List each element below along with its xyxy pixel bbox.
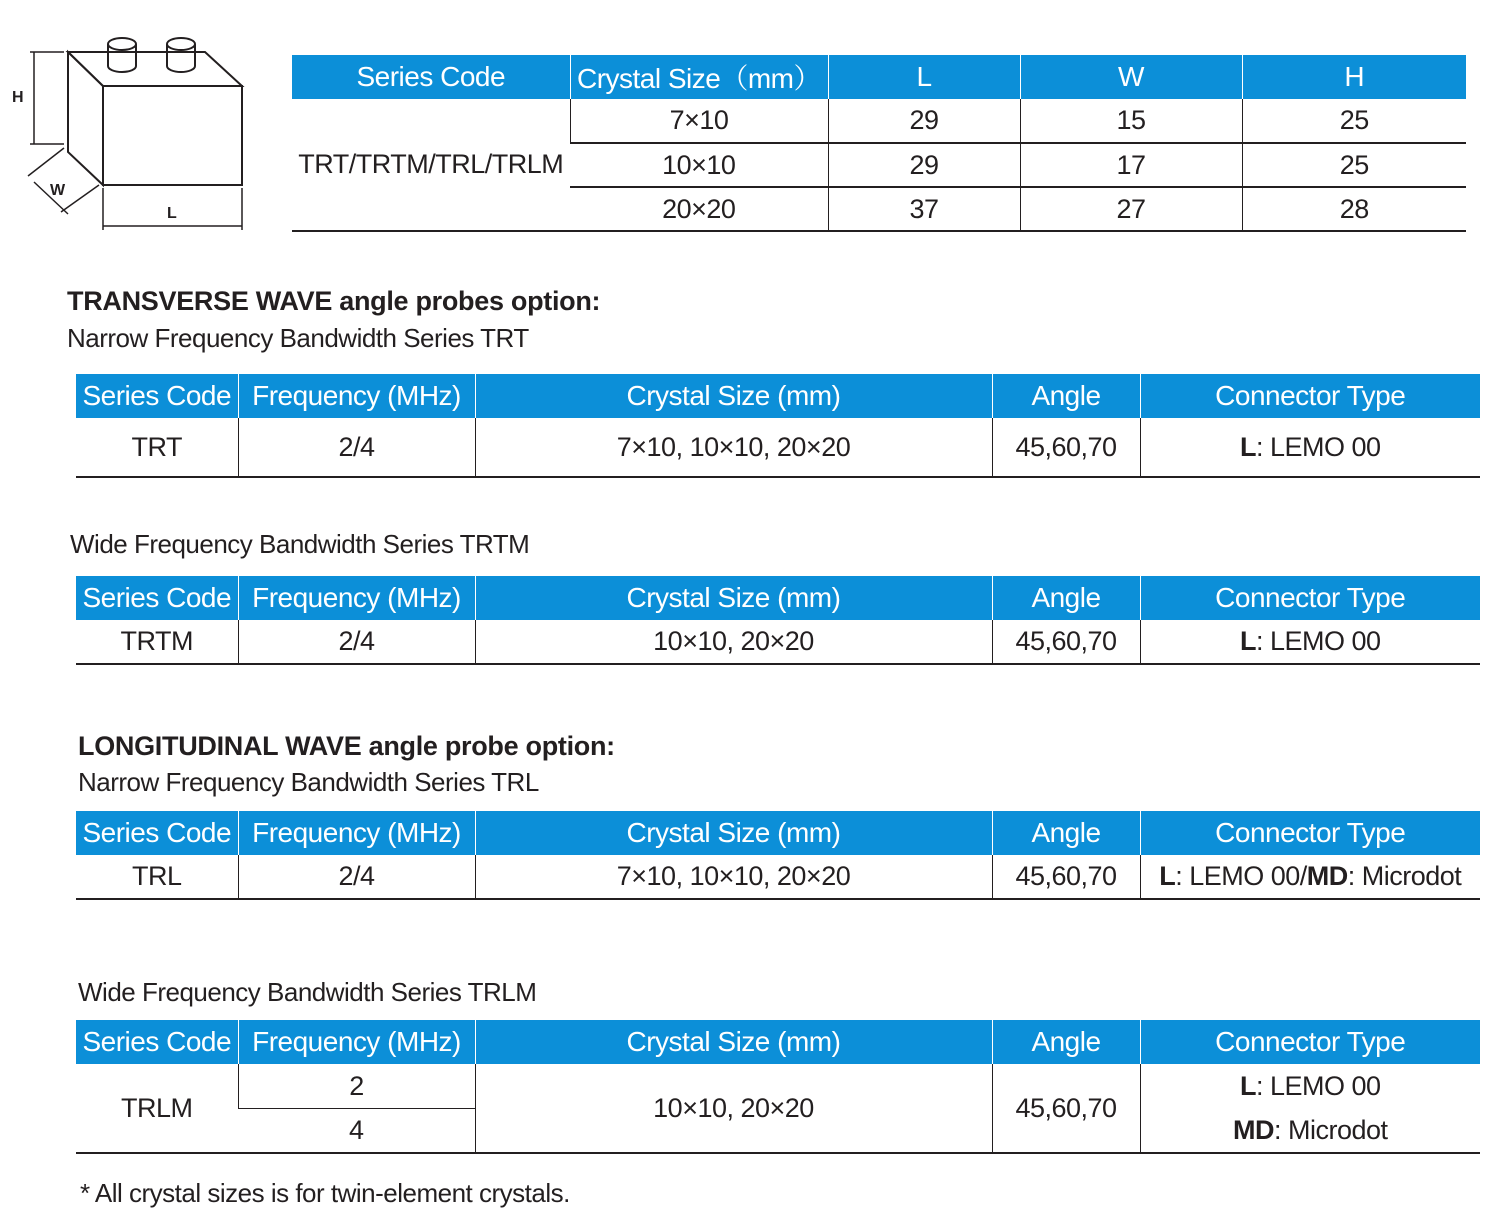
height-label: H	[12, 89, 24, 106]
table-row	[76, 1064, 1480, 1109]
series-code-cell: TRT	[76, 418, 238, 477]
series-code-cell: TRL	[76, 855, 238, 899]
table-row	[76, 418, 1480, 477]
table-header-row	[76, 1020, 1480, 1064]
table-header-row	[292, 55, 1466, 99]
w-cell: 17	[1020, 143, 1242, 187]
frequency-cell: 2	[238, 1064, 475, 1109]
header-angle: Angle	[992, 576, 1140, 620]
trtm-table	[76, 576, 1480, 665]
footnote: * All crystal sizes is for twin-element crystals.	[80, 1178, 570, 1208]
l-cell: 29	[828, 143, 1020, 187]
l-cell: 37	[828, 187, 1020, 231]
angle-cell: 45,60,70	[992, 620, 1140, 664]
header-connector-type: Connector Type	[1140, 374, 1480, 418]
angle-cell: 45,60,70	[992, 418, 1140, 477]
w-cell: 15	[1020, 99, 1242, 143]
table-row	[76, 855, 1480, 899]
crystal-size-cell: 10×10, 20×20	[475, 1064, 992, 1153]
connector-md-code: MD	[1306, 861, 1348, 891]
connector-cell	[1140, 1064, 1480, 1153]
header-crystal-size: Crystal Size (mm)	[475, 374, 992, 418]
probe-dimension-diagram	[0, 30, 260, 235]
header-crystal-size: Crystal Size (mm)	[475, 576, 992, 620]
crystal-size-table	[292, 55, 1466, 232]
table-header-row	[76, 576, 1480, 620]
header-series-code: Series Code	[76, 1020, 238, 1064]
header-connector-type: Connector Type	[1140, 811, 1480, 855]
trtm-subtitle: Wide Frequency Bandwidth Series TRTM	[70, 529, 530, 559]
crystal-size-cell: 7×10, 10×10, 20×20	[475, 418, 992, 477]
header-crystal-size: Crystal Size (mm)	[475, 811, 992, 855]
width-label: W	[50, 182, 66, 199]
connector-md-line	[1141, 1108, 1481, 1152]
w-cell: 27	[1020, 187, 1242, 231]
header-series-code: Series Code	[76, 576, 238, 620]
series-code-cell: TRLM	[76, 1064, 238, 1153]
table-header-row	[76, 374, 1480, 418]
table-row	[76, 620, 1480, 664]
connector-md-text: : Microdot	[1347, 861, 1462, 891]
trt-subtitle: Narrow Frequency Bandwidth Series TRT	[67, 323, 529, 353]
crystal-cell: 10×10	[570, 143, 828, 187]
header-frequency: Frequency (MHz)	[238, 374, 475, 418]
connector-cell	[1140, 620, 1480, 664]
header-frequency: Frequency (MHz)	[238, 576, 475, 620]
connector-cell	[1140, 418, 1480, 477]
h-cell: 25	[1242, 143, 1466, 187]
trl-table	[76, 811, 1480, 900]
connector-l-code: L	[1239, 1071, 1256, 1101]
trt-table	[76, 374, 1480, 478]
connector-l-text: : LEMO 00	[1255, 431, 1381, 462]
table-row	[292, 99, 1466, 143]
frequency-cell: 2/4	[238, 855, 475, 899]
connector-l-text: : LEMO 00	[1255, 1071, 1381, 1101]
length-label: L	[167, 205, 177, 222]
connector-md-code: MD	[1232, 1115, 1274, 1145]
connector-l-code: L	[1239, 626, 1256, 656]
header-crystal-size: Crystal Size（mm）	[570, 55, 828, 99]
header-crystal-size: Crystal Size (mm)	[475, 1020, 992, 1064]
crystal-size-cell: 7×10, 10×10, 20×20	[475, 855, 992, 899]
crystal-size-cell: 10×10, 20×20	[475, 620, 992, 664]
header-series-code: Series Code	[292, 55, 570, 99]
header-h: H	[1242, 55, 1466, 99]
frequency-cell: 4	[238, 1109, 475, 1154]
h-cell: 25	[1242, 99, 1466, 143]
header-connector-type: Connector Type	[1140, 1020, 1480, 1064]
frequency-cell: 2/4	[238, 620, 475, 664]
header-frequency: Frequency (MHz)	[238, 811, 475, 855]
header-angle: Angle	[992, 374, 1140, 418]
connector-l-text: : LEMO 00	[1255, 626, 1381, 656]
header-series-code: Series Code	[76, 374, 238, 418]
connector-l-code: L	[1159, 861, 1176, 891]
connector-l-code: L	[1239, 431, 1256, 462]
header-l: L	[828, 55, 1020, 99]
header-angle: Angle	[992, 811, 1140, 855]
trl-subtitle: Narrow Frequency Bandwidth Series TRL	[78, 767, 539, 797]
frequency-cell: 2/4	[238, 418, 475, 477]
angle-cell: 45,60,70	[992, 855, 1140, 899]
crystal-cell: 20×20	[570, 187, 828, 231]
trlm-table	[76, 1020, 1480, 1154]
connector-cell	[1140, 855, 1480, 899]
header-series-code: Series Code	[76, 811, 238, 855]
header-w: W	[1020, 55, 1242, 99]
transverse-heading: TRANSVERSE WAVE angle probes option:	[67, 286, 601, 316]
header-frequency: Frequency (MHz)	[238, 1020, 475, 1064]
series-code-cell: TRT/TRTM/TRL/TRLM	[292, 99, 570, 231]
crystal-cell: 7×10	[570, 99, 828, 143]
connector-l-line	[1141, 1064, 1481, 1108]
h-cell: 28	[1242, 187, 1466, 231]
l-cell: 29	[828, 99, 1020, 143]
table-header-row	[76, 811, 1480, 855]
series-code-cell: TRTM	[76, 620, 238, 664]
trlm-subtitle: Wide Frequency Bandwidth Series TRLM	[78, 977, 537, 1007]
header-angle: Angle	[992, 1020, 1140, 1064]
connector-l-text: : LEMO 00/	[1175, 861, 1307, 891]
angle-cell: 45,60,70	[992, 1064, 1140, 1153]
connector-md-text: : Microdot	[1273, 1115, 1388, 1145]
header-connector-type: Connector Type	[1140, 576, 1480, 620]
longitudinal-heading: LONGITUDINAL WAVE angle probe option:	[78, 731, 615, 761]
